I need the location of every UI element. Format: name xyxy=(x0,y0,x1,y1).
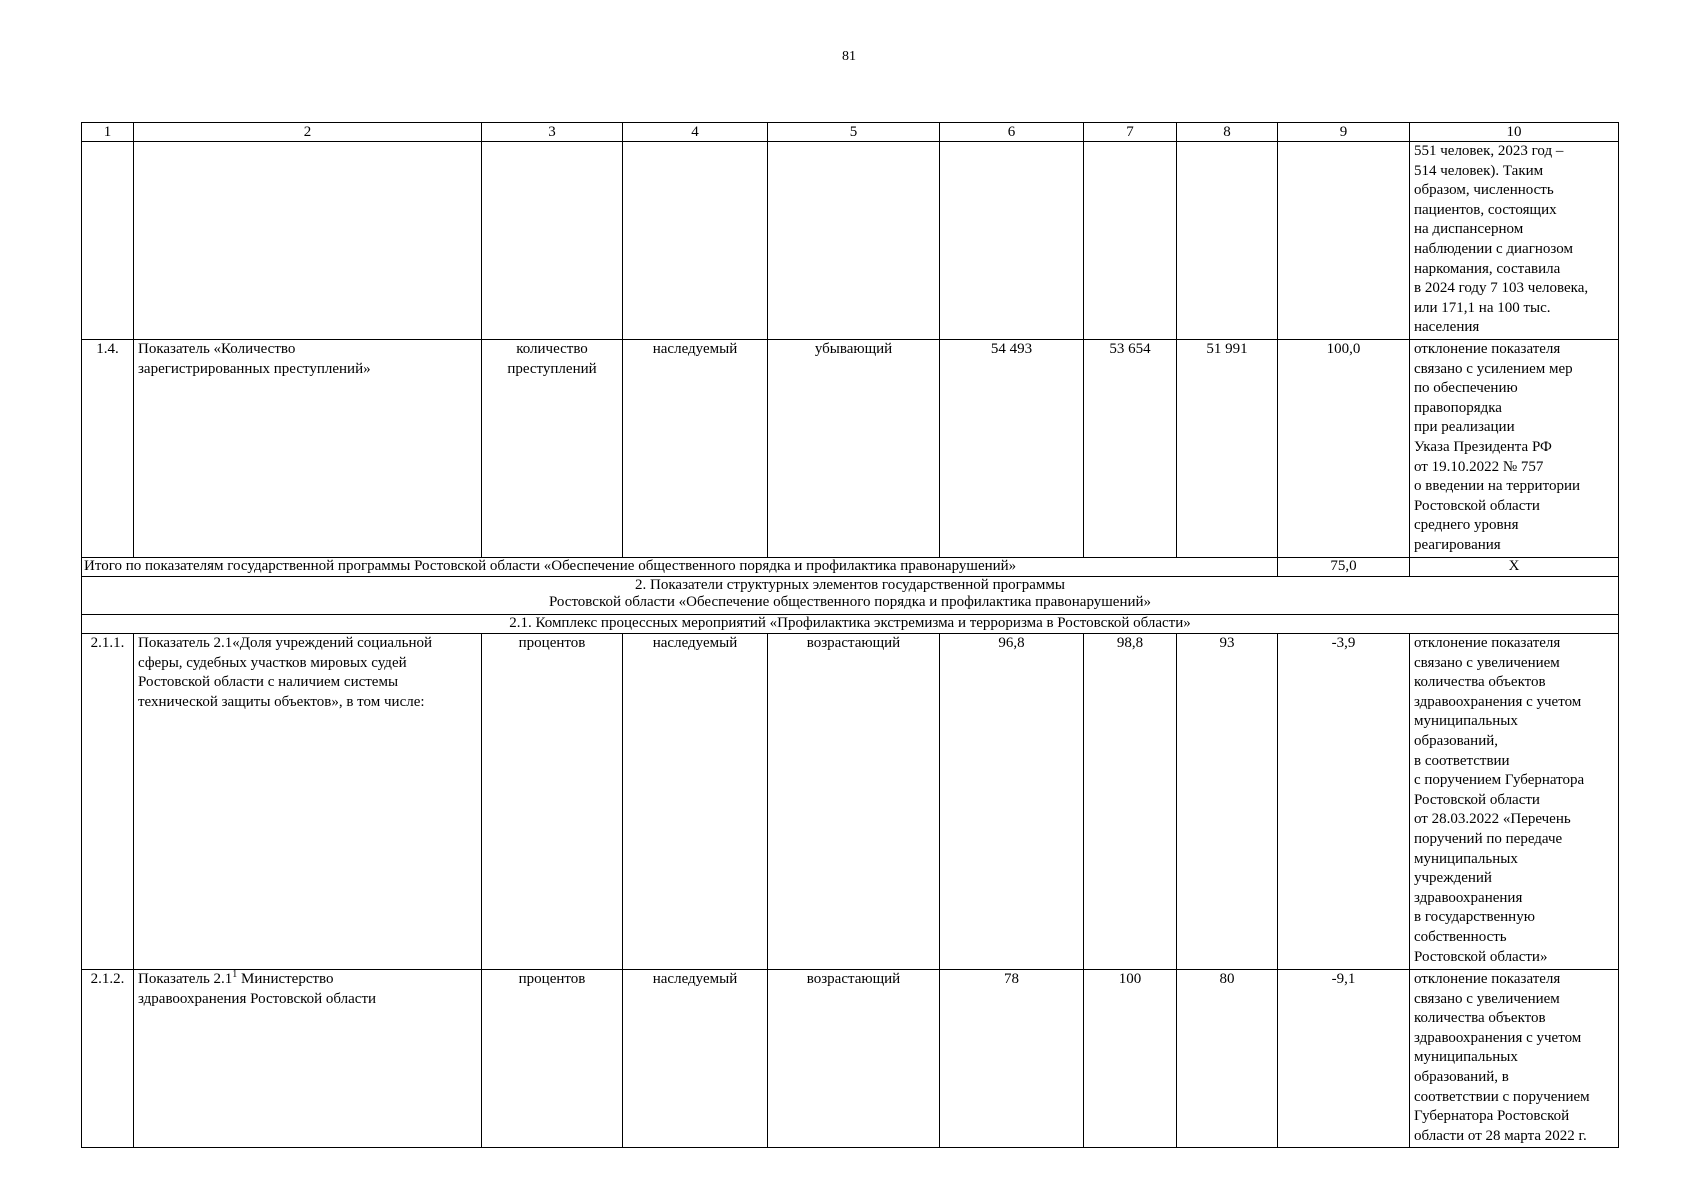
value-cell-7: 100 xyxy=(1084,970,1177,1148)
value-cell-6: 78 xyxy=(940,970,1084,1148)
column-header: 10 xyxy=(1410,123,1619,142)
indicator-name: Показатель «Количество зарегистрированных преступлений» xyxy=(134,340,482,558)
column-header: 2 xyxy=(134,123,482,142)
direction-cell: возрастающий xyxy=(768,634,940,970)
footnote-superscript: 1 xyxy=(232,969,238,980)
total-label: Итого по показателям государственной программы Ростовской области «Обеспечение общественного порядка и профилактика правонарушений» xyxy=(82,558,1278,577)
page-number: 81 xyxy=(842,49,856,64)
column-header: 9 xyxy=(1278,123,1410,142)
section-row-2 xyxy=(82,577,1619,615)
indicator-name xyxy=(134,970,482,1148)
column-header: 7 xyxy=(1084,123,1177,142)
column-header: 5 xyxy=(768,123,940,142)
value-cell-9: 100,0 xyxy=(1278,340,1410,558)
unit-cell: процентов xyxy=(482,634,623,970)
row-number: 2.1.1. xyxy=(82,634,134,970)
column-header: 4 xyxy=(623,123,768,142)
indicator-name-suffix: Министерство здравоохранения Ростовской области xyxy=(138,971,377,1007)
value-cell-8: 93 xyxy=(1177,634,1278,970)
value-cell-6: 96,8 xyxy=(940,634,1084,970)
indicator-name-prefix: Показатель 2.1 xyxy=(138,971,233,987)
direction-cell: убывающий xyxy=(768,340,940,558)
section-title: 2. Показатели структурных элементов государственной программы Ростовской области «Обеспечение общественного порядка и профилактика правонарушений» xyxy=(82,577,1619,615)
total-row xyxy=(82,558,1619,577)
value-cell-6: 54 493 xyxy=(940,340,1084,558)
table-row-1-4 xyxy=(82,340,1619,558)
section-row-2-1 xyxy=(82,615,1619,634)
column-header-row xyxy=(82,123,1619,142)
unit-cell: процентов xyxy=(482,970,623,1148)
comment-cell: отклонение показателя связано с увеличением количества объектов здравоохранения с учетом муниципальных образований, в соответствии с поручением Губернатора Ростовской области от 28 марта 2022 г. xyxy=(1410,970,1619,1148)
table-row-continuation xyxy=(82,142,1619,340)
value-cell-8: 80 xyxy=(1177,970,1278,1148)
indicator-name: Показатель 2.1«Доля учреждений социальной сферы, судебных участков мировых судей Ростовской области с наличием системы технической защиты объектов», в том числе: xyxy=(134,634,482,970)
table-row-2-1-2 xyxy=(82,970,1619,1148)
value-cell-8: 51 991 xyxy=(1177,340,1278,558)
type-cell: наследуемый xyxy=(623,340,768,558)
comment-cell: отклонение показателя связано с усилением мер по обеспечению правопорядка при реализации Указа Президента РФ от 19.10.2022 № 757 о введении на территории Ростовской области среднего уровня реагирования xyxy=(1410,340,1619,558)
value-cell-7: 98,8 xyxy=(1084,634,1177,970)
table-row-2-1-1 xyxy=(82,634,1619,970)
comment-cell: отклонение показателя связано с увеличением количества объектов здравоохранения с учетом муниципальных образований, в соответствии с поручением Губернатора Ростовской области от 28.03.2022 «Перечень поручений по передаче муниципальных учреждений здравоохранения в государственную собственность Ростовской области» xyxy=(1410,634,1619,970)
row-number: 1.4. xyxy=(82,340,134,558)
indicators-table xyxy=(81,122,1619,1148)
subsection-title: 2.1. Комплекс процессных мероприятий «Профилактика экстремизма и терроризма в Ростовской области» xyxy=(82,615,1619,634)
row-number: 2.1.2. xyxy=(82,970,134,1148)
value-cell-7: 53 654 xyxy=(1084,340,1177,558)
column-header: 6 xyxy=(940,123,1084,142)
type-cell: наследуемый xyxy=(623,970,768,1148)
column-header: 1 xyxy=(82,123,134,142)
type-cell: наследуемый xyxy=(623,634,768,970)
total-value: 75,0 xyxy=(1278,558,1410,577)
direction-cell: возрастающий xyxy=(768,970,940,1148)
value-cell-9: -3,9 xyxy=(1278,634,1410,970)
column-header: 8 xyxy=(1177,123,1278,142)
value-cell-9: -9,1 xyxy=(1278,970,1410,1148)
unit-cell: количество преступлений xyxy=(482,340,623,558)
total-mark: Х xyxy=(1410,558,1619,577)
column-header: 3 xyxy=(482,123,623,142)
comment-cell: 551 человек, 2023 год – 514 человек). Таким образом, численность пациентов, состоящих на диспансерном наблюдении с диагнозом наркомания, составила в 2024 году 7 103 человека, или 171,1 на 100 тыс. населения xyxy=(1410,142,1619,340)
